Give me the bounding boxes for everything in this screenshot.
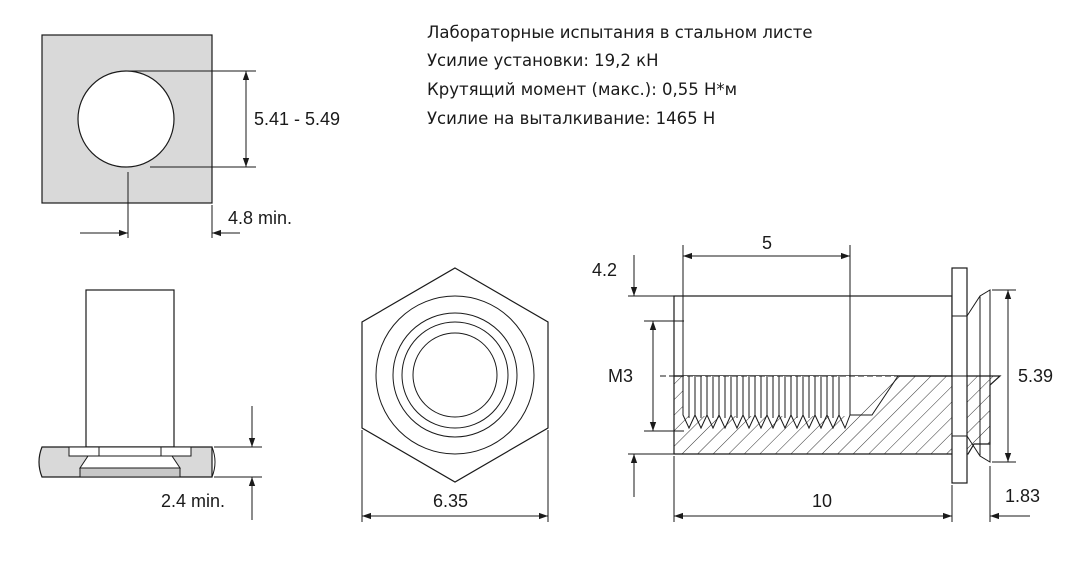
standoff-body	[86, 290, 174, 447]
outer-dia-label: 5.39	[1018, 366, 1054, 386]
hex-outline	[362, 268, 548, 482]
spec-block	[427, 23, 813, 128]
hole-dia-label: 5.41 - 5.49	[254, 109, 341, 129]
thread-label: M3	[608, 366, 634, 386]
body-upper	[674, 296, 952, 376]
spec-line-1: Лабораторные испытания в стальном листе	[427, 23, 813, 42]
hole-circle	[78, 71, 174, 167]
head-thk-label: 1.83	[1005, 486, 1041, 506]
spec-line-2: Усилие установки: 19,2 кН	[427, 51, 659, 70]
hex-view	[362, 268, 548, 522]
edge-dist-label: 4.8 min.	[228, 208, 293, 228]
section-view	[592, 233, 1053, 522]
installed-view	[39, 290, 262, 520]
hole-view	[42, 35, 340, 238]
hex-width-label: 6.35	[433, 491, 469, 511]
spec-line-4: Усилие на выталкивание: 1465 Н	[427, 109, 716, 128]
sheet-thk-label: 2.4 min.	[161, 491, 226, 511]
spec-line-3: Крутящий момент (макс.): 0,55 Н*м	[427, 80, 738, 99]
thread-depth-label: 5	[762, 233, 773, 253]
length-label: 10	[812, 491, 833, 511]
head-h-label: 4.2	[592, 260, 618, 280]
